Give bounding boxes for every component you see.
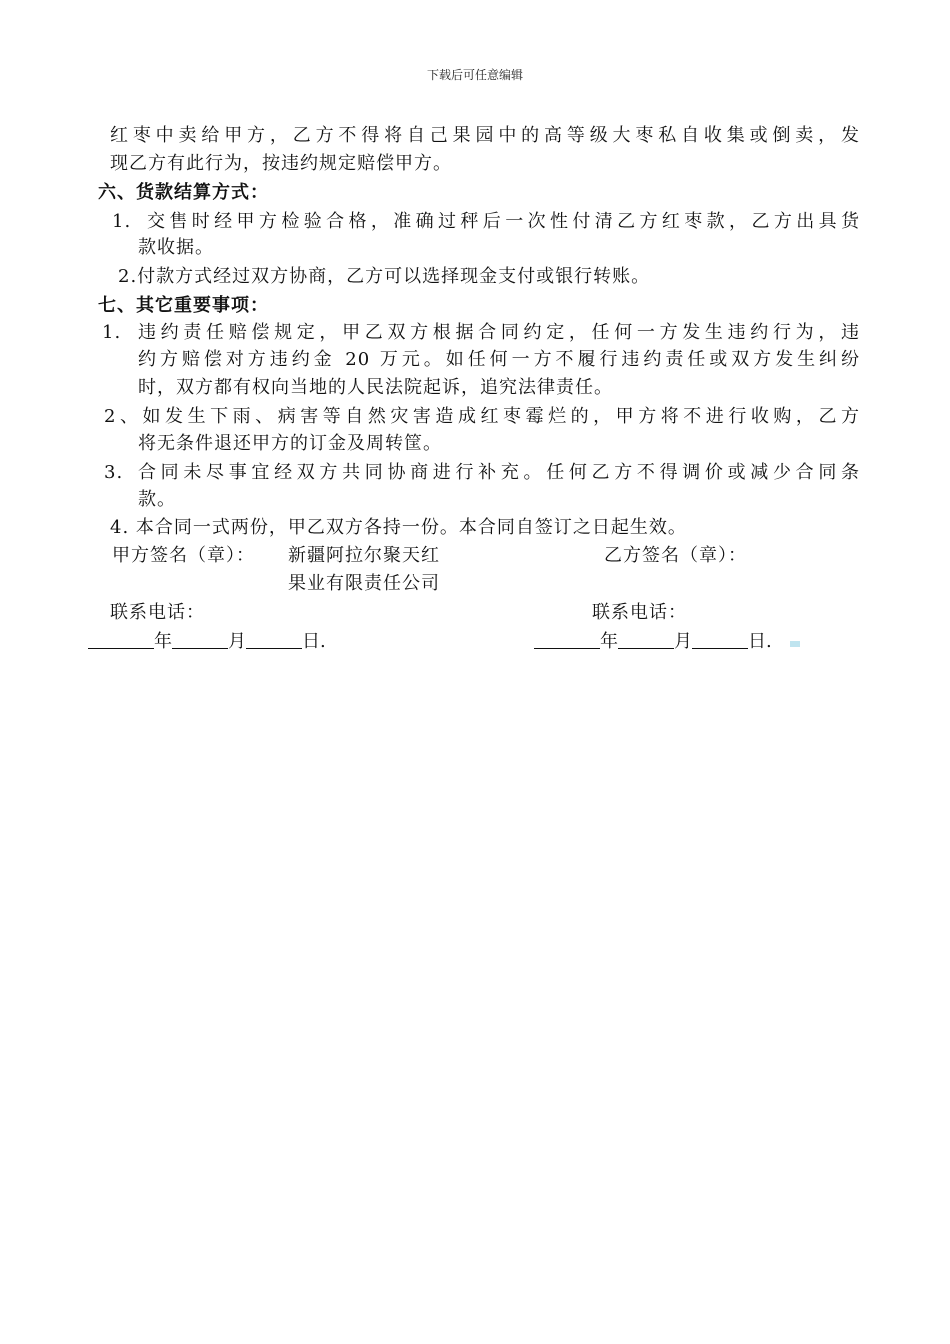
party-a-date [88,630,326,654]
list-number: 1. [102,322,122,343]
date-month-label: 月 [228,631,246,652]
party-b-signature-label: 乙方签名（章）： [604,545,747,566]
party-a-name: 新疆阿拉尔聚天红 [288,545,440,566]
party-b-phone-label: 联系电话： [592,602,687,623]
section-6-item-1-line: 交售时经甲方检验合格，准确过秤后一次性付清乙方红枣款，乙方出具货 [147,211,860,232]
party-b-date [534,630,772,654]
date-year-label: 年 [600,631,618,652]
end-marker [790,641,800,647]
section-7-item-3-line: 合同未尽事宜经双方共同协商进行补充。任何乙方不得调价或减少合同条 [138,462,860,483]
date-day-label: 日. [748,631,772,652]
paragraph-line: 现乙方有此行为，按违约规定赔偿甲方。 [110,153,452,174]
date-day-label: 日. [302,631,326,652]
date-month-label: 月 [674,631,692,652]
date-blank[interactable] [534,630,600,649]
paragraph-line: 红枣中卖给甲方，乙方不得将自己果园中的高等级大枣私自收集或倒卖，发 [110,125,860,146]
section-7-title: 七、其它重要事项： [98,295,269,316]
section-7-item-1-line: 时，双方都有权向当地的人民法院起诉，追究法律责任。 [138,377,613,398]
party-a-phone-label: 联系电话： [110,602,205,623]
section-7-item-3-line: 款。 [138,489,176,510]
header-note: 下载后可任意编辑 [426,68,523,82]
section-7-item-1-line: 违约责任赔偿规定，甲乙双方根据合同约定，任何一方发生违约行为，违 [138,322,860,343]
section-7-item-4: 4. 本合同一式两份，甲乙双方各持一份。本合同自签订之日起生效。 [110,517,687,538]
list-number: 1. [112,211,132,232]
date-blank[interactable] [246,630,302,649]
section-6-item-2: 2.付款方式经过双方协商，乙方可以选择现金支付或银行转账。 [118,266,651,287]
date-blank[interactable] [618,630,674,649]
section-6-title: 六、货款结算方式： [98,182,269,203]
party-a-signature-label: 甲方签名（章）： [112,545,255,566]
date-blank[interactable] [172,630,228,649]
date-blank[interactable] [88,630,154,649]
date-year-label: 年 [154,631,172,652]
section-7-item-2-line: 2、如发生下雨、病害等自然灾害造成红枣霉烂的，甲方将不进行收购，乙方 [104,406,860,427]
date-blank[interactable] [692,630,748,649]
section-7-item-2-line: 将无条件退还甲方的订金及周转筐。 [138,433,442,454]
section-6-item-1-line: 款收据。 [138,237,214,258]
section-7-item-1-line: 约方赔偿对方违约金 20 万元。如任何一方不履行违约责任或双方发生纠纷 [138,349,860,370]
list-number: 3. [104,462,124,483]
party-a-name: 果业有限责任公司 [288,573,440,594]
